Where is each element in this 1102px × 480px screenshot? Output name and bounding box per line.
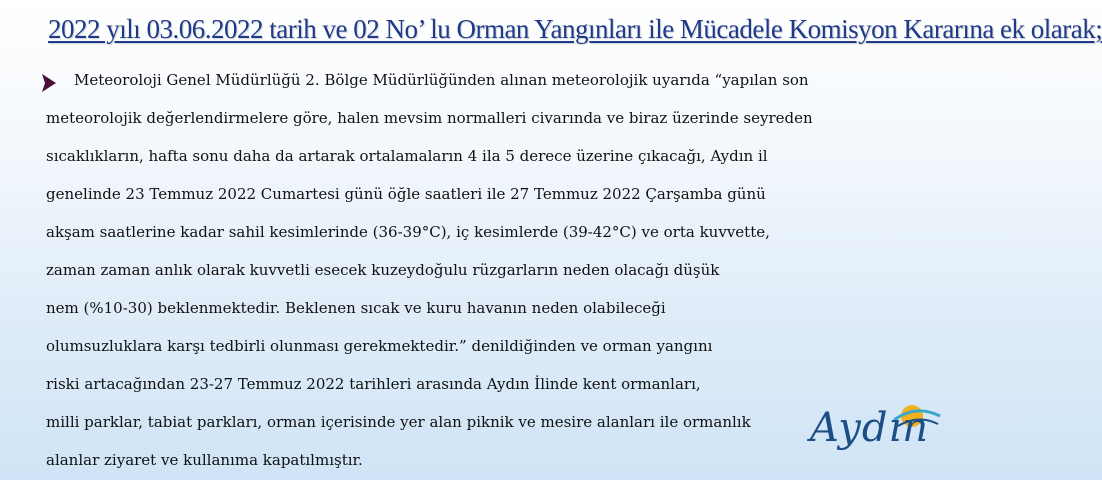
arrow-bullet-icon [40, 73, 58, 93]
paragraph-line: sıcaklıkların, hafta sonu daha da artarak ortalamaların 4 ila 5 derece üzerine çıkacağı, Aydın il [46, 147, 768, 165]
paragraph-line: alanlar ziyaret ve kullanıma kapatılmıştır. [46, 451, 363, 469]
paragraph-line: milli parklar, tabiat parkları, orman içerisinde yer alan piknik ve mesire alanları ile ormanlık [46, 413, 751, 431]
document-title: 2022 yılı 03.06.2022 tarih ve 02 No’ lu Orman Yangınları ile Mücadele Komisyon Kararına ek olarak; [48, 14, 1102, 44]
paragraph-line: meteorolojik değerlendirmelere göre, halen mevsim normalleri civarında ve biraz üzerinde seyreden [46, 109, 813, 127]
aydin-logo [806, 396, 946, 472]
paragraph-line: nem (%10-30) beklenmektedir. Beklenen sıcak ve kuru havanın neden olabileceği [46, 299, 666, 317]
logo-text: Aydın [810, 405, 930, 451]
paragraph-line: zaman zaman anlık olarak kuvvetli esecek kuzeydoğulu rüzgarların neden olacağı düşük [46, 261, 720, 279]
paragraph-line: riski artacağından 23-27 Temmuz 2022 tarihleri arasında Aydın İlinde kent ormanları, [46, 375, 701, 393]
paragraph-line: genelinde 23 Temmuz 2022 Cumartesi günü öğle saatleri ile 27 Temmuz 2022 Çarşamba günü [46, 185, 766, 203]
paragraph-line: Meteoroloji Genel Müdürlüğü 2. Bölge Müdürlüğünden alınan meteorolojik uyarıda “yapılan son [74, 71, 809, 89]
paragraph-line: akşam saatlerine kadar sahil kesimlerinde (36-39°C), iç kesimlerde (39-42°C) ve orta kuvvette, [46, 223, 770, 241]
paragraph-line: olumsuzluklara karşı tedbirli olunması gerekmektedir.” denildiğinden ve orman yangını [46, 337, 713, 355]
